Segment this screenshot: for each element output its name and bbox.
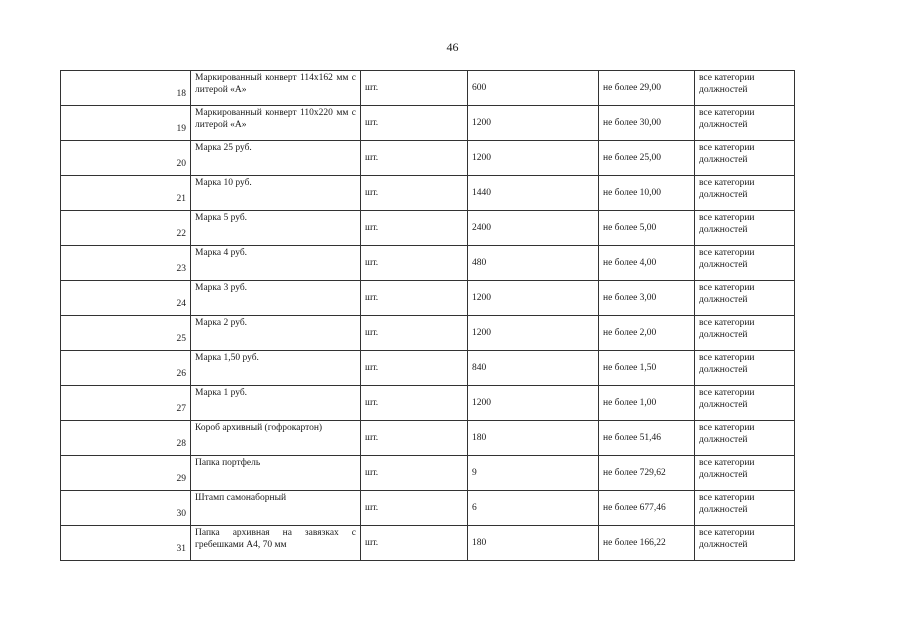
price-cell: не более 1,50 xyxy=(599,351,695,386)
quantity-cell: 840 xyxy=(468,351,599,386)
unit-cell: шт. xyxy=(361,71,468,106)
unit-cell: шт. xyxy=(361,246,468,281)
item-name: Марка 5 руб. xyxy=(191,211,361,246)
item-name: Папка портфель xyxy=(191,456,361,491)
table-row xyxy=(61,246,795,281)
unit-cell: шт. xyxy=(361,176,468,211)
unit-cell: шт. xyxy=(361,421,468,456)
quantity-cell: 600 xyxy=(468,71,599,106)
item-name: Марка 10 руб. xyxy=(191,176,361,211)
row-number: 18 xyxy=(61,71,191,106)
row-number: 24 xyxy=(61,281,191,316)
quantity-cell: 1200 xyxy=(468,316,599,351)
quantity-cell: 1200 xyxy=(468,106,599,141)
quantity-cell: 1200 xyxy=(468,141,599,176)
price-cell: не более 1,00 xyxy=(599,386,695,421)
category-cell: все категории должностей xyxy=(695,211,795,246)
price-cell: не более 3,00 xyxy=(599,281,695,316)
item-name: Марка 25 руб. xyxy=(191,141,361,176)
category-cell: все категории должностей xyxy=(695,281,795,316)
row-number: 19 xyxy=(61,106,191,141)
item-name: Марка 3 руб. xyxy=(191,281,361,316)
price-cell: не более 4,00 xyxy=(599,246,695,281)
category-cell: все категории должностей xyxy=(695,246,795,281)
quantity-cell: 1440 xyxy=(468,176,599,211)
unit-cell: шт. xyxy=(361,351,468,386)
item-name: Маркированный конверт 114х162 мм с литерой «А» xyxy=(191,71,361,106)
row-number: 27 xyxy=(61,386,191,421)
unit-cell: шт. xyxy=(361,386,468,421)
price-cell: не более 729,62 xyxy=(599,456,695,491)
row-number: 29 xyxy=(61,456,191,491)
items-table-body xyxy=(61,71,795,561)
price-cell: не более 10,00 xyxy=(599,176,695,211)
row-number: 30 xyxy=(61,491,191,526)
quantity-cell: 180 xyxy=(468,421,599,456)
unit-cell: шт. xyxy=(361,211,468,246)
items-table xyxy=(60,70,795,561)
price-cell: не более 677,46 xyxy=(599,491,695,526)
item-name: Папка архивная на завязках с гребешками А4, 70 мм xyxy=(191,526,361,561)
item-name: Маркированный конверт 110х220 мм с литерой «А» xyxy=(191,106,361,141)
quantity-cell: 1200 xyxy=(468,386,599,421)
category-cell: все категории должностей xyxy=(695,71,795,106)
table-row xyxy=(61,211,795,246)
unit-cell: шт. xyxy=(361,316,468,351)
page-number: 46 xyxy=(446,40,459,54)
table-row xyxy=(61,316,795,351)
row-number: 23 xyxy=(61,246,191,281)
row-number: 20 xyxy=(61,141,191,176)
quantity-cell: 9 xyxy=(468,456,599,491)
row-number: 22 xyxy=(61,211,191,246)
table-row xyxy=(61,386,795,421)
item-name: Марка 2 руб. xyxy=(191,316,361,351)
row-number: 21 xyxy=(61,176,191,211)
quantity-cell: 180 xyxy=(468,526,599,561)
price-cell: не более 51,46 xyxy=(599,421,695,456)
item-name: Марка 1,50 руб. xyxy=(191,351,361,386)
category-cell: все категории должностей xyxy=(695,526,795,561)
table-row xyxy=(61,526,795,561)
price-cell: не более 25,00 xyxy=(599,141,695,176)
table-row xyxy=(61,71,795,106)
unit-cell: шт. xyxy=(361,526,468,561)
category-cell: все категории должностей xyxy=(695,456,795,491)
row-number: 31 xyxy=(61,526,191,561)
item-name: Короб архивный (гофрокартон) xyxy=(191,421,361,456)
category-cell: все категории должностей xyxy=(695,141,795,176)
table-row xyxy=(61,351,795,386)
table-row xyxy=(61,421,795,456)
item-name: Штамп самонаборный xyxy=(191,491,361,526)
row-number: 26 xyxy=(61,351,191,386)
row-number: 28 xyxy=(61,421,191,456)
price-cell: не более 2,00 xyxy=(599,316,695,351)
price-cell: не более 29,00 xyxy=(599,71,695,106)
table-row xyxy=(61,491,795,526)
quantity-cell: 6 xyxy=(468,491,599,526)
price-cell: не более 5,00 xyxy=(599,211,695,246)
table-row xyxy=(61,176,795,211)
unit-cell: шт. xyxy=(361,491,468,526)
quantity-cell: 1200 xyxy=(468,281,599,316)
item-name: Марка 1 руб. xyxy=(191,386,361,421)
price-cell: не более 30,00 xyxy=(599,106,695,141)
category-cell: все категории должностей xyxy=(695,386,795,421)
table-row xyxy=(61,456,795,491)
unit-cell: шт. xyxy=(361,106,468,141)
item-name: Марка 4 руб. xyxy=(191,246,361,281)
quantity-cell: 480 xyxy=(468,246,599,281)
table-row xyxy=(61,281,795,316)
category-cell: все категории должностей xyxy=(695,176,795,211)
row-number: 25 xyxy=(61,316,191,351)
category-cell: все категории должностей xyxy=(695,351,795,386)
category-cell: все категории должностей xyxy=(695,491,795,526)
unit-cell: шт. xyxy=(361,281,468,316)
category-cell: все категории должностей xyxy=(695,421,795,456)
price-cell: не более 166,22 xyxy=(599,526,695,561)
unit-cell: шт. xyxy=(361,141,468,176)
table-row xyxy=(61,106,795,141)
quantity-cell: 2400 xyxy=(468,211,599,246)
unit-cell: шт. xyxy=(361,456,468,491)
category-cell: все категории должностей xyxy=(695,316,795,351)
table-row xyxy=(61,141,795,176)
category-cell: все категории должностей xyxy=(695,106,795,141)
